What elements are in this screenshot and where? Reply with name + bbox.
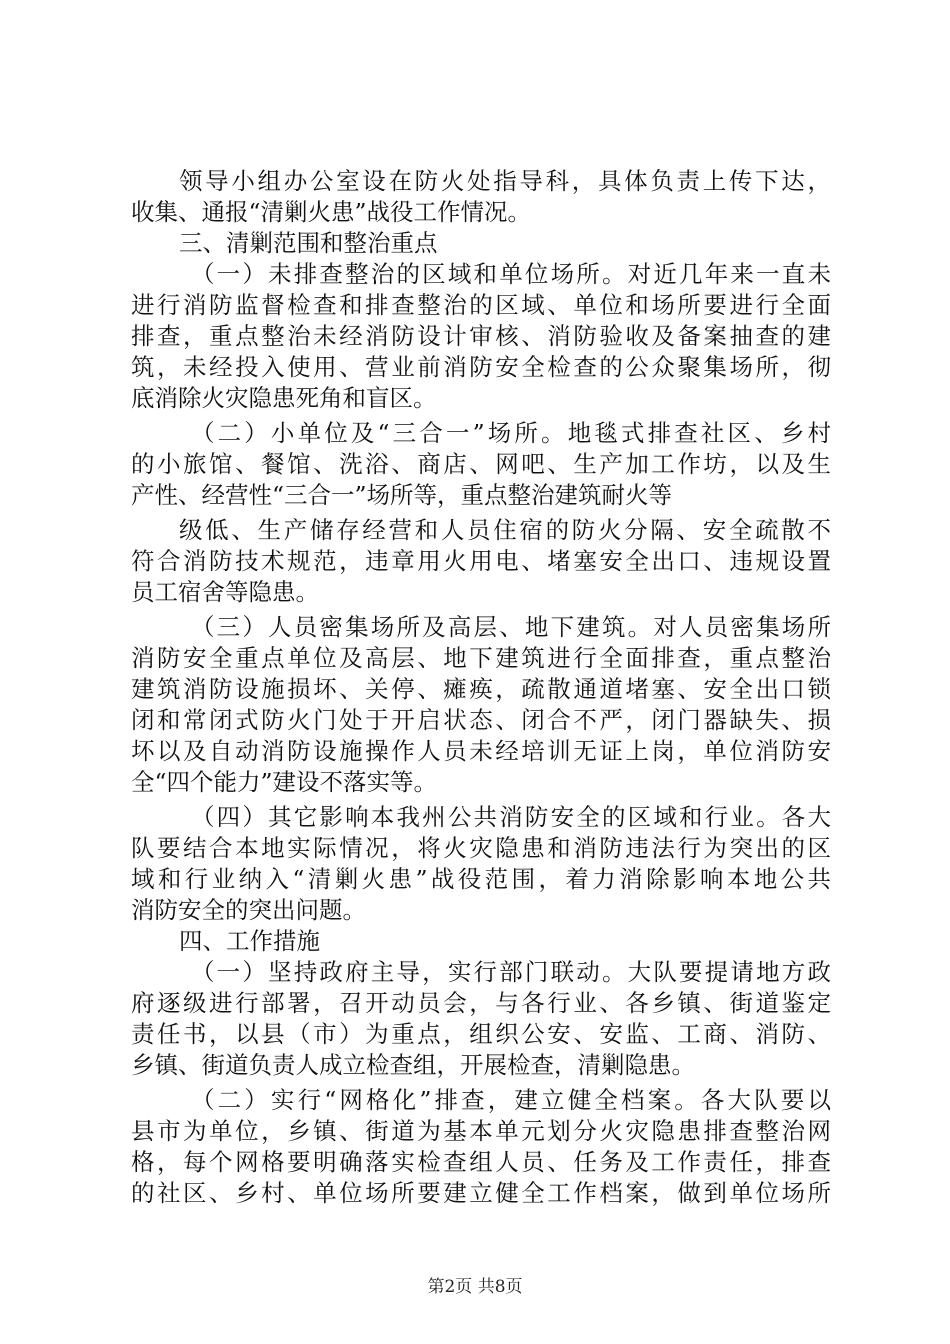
- text-line: 的小旅馆、餐馆、洗浴、商店、网吧、生产加工作坊，以及生: [131, 450, 831, 478]
- text-line: 消防安全重点单位及高层、地下建筑进行全面排查，重点整治: [131, 644, 831, 672]
- text-line: 排查，重点整治未经消防设计审核、消防验收及备案抽查的建: [131, 322, 831, 350]
- text-line: 全“四个能力”建设不落实等。: [131, 768, 438, 796]
- text-line: 队要结合本地实际情况，将火灾隐患和消防违法行为突出的区: [131, 834, 831, 862]
- text-line: 乡镇、街道负责人成立检查组，开展检查，清剿隐患。: [131, 1051, 695, 1079]
- text-line: 建筑消防设施损坏、关停、瘫痪，疏散通道堵塞、安全出口锁: [131, 675, 831, 703]
- text-line: 进行消防监督检查和排查整治的区域、单位和场所要进行全面: [131, 291, 831, 319]
- text-line: 府逐级进行部署，召开动员会，与各行业、各乡镇、街道鉴定: [131, 989, 831, 1017]
- document-body: [131, 166, 831, 1209]
- text-line: 产性、经营性“三合一”场所等，重点整治建筑耐火等: [131, 481, 673, 509]
- text-line: 领导小组办公室设在防火处指导科，具体负责上传下达，: [179, 167, 831, 195]
- text-line: 符合消防技术规范，违章用火用电、堵塞安全出口、违规设置: [131, 547, 831, 575]
- text-line: 消防安全的突出问题。: [131, 896, 366, 924]
- text-line: 坏以及自动消防设施操作人员未经培训无证上岗，单位消防安: [131, 737, 831, 765]
- text-line: 筑，未经投入使用、营业前消防安全检查的公众聚集场所，彻: [131, 353, 831, 381]
- text-line: 三、清剿范围和整治重点: [179, 229, 438, 257]
- text-line: 的社区、乡村、单位场所要建立健全工作档案，做到单位场所: [131, 1179, 831, 1207]
- text-line: 闭和常闭式防火门处于开启状态、闭合不严，闭门器缺失、损: [131, 706, 831, 734]
- text-line: （一）坚持政府主导，实行部门联动。大队要提请地方政: [191, 958, 831, 986]
- text-line: （二）小单位及“三合一”场所。地毯式排查社区、乡村: [191, 419, 831, 447]
- text-line: 县市为单位，乡镇、街道为基本单元划分火灾隐患排查整治网: [131, 1117, 831, 1145]
- text-line: 员工宿舍等隐患。: [131, 578, 319, 606]
- text-line: 收集、通报“清剿火患”战役工作情况。: [131, 198, 532, 226]
- page-footer: 第2页 共8页: [427, 1277, 523, 1297]
- text-line: 域和行业纳入“清剿火患”战役范围，着力消除影响本地公共: [131, 865, 831, 893]
- text-line: （二）实行“网格化”排查，建立健全档案。各大队要以: [191, 1086, 831, 1114]
- text-line: 级低、生产储存经营和人员住宿的防火分隔、安全疏散不: [179, 516, 831, 544]
- text-line: （一）未排查整治的区域和单位场所。对近几年来一直未: [191, 260, 831, 288]
- text-line: 底消除火灾隐患死角和盲区。: [131, 384, 437, 412]
- text-line: 格，每个网格要明确落实检查组人员、任务及工作责任，排查: [131, 1148, 831, 1176]
- text-line: 四、工作措施: [179, 927, 320, 955]
- text-line: （四）其它影响本我州公共消防安全的区域和行业。各大: [191, 803, 831, 831]
- text-line: 责任书，以县（市）为重点，组织公安、安监、工商、消防、: [131, 1020, 831, 1048]
- text-line: （三）人员密集场所及高层、地下建筑。对人员密集场所: [191, 613, 831, 641]
